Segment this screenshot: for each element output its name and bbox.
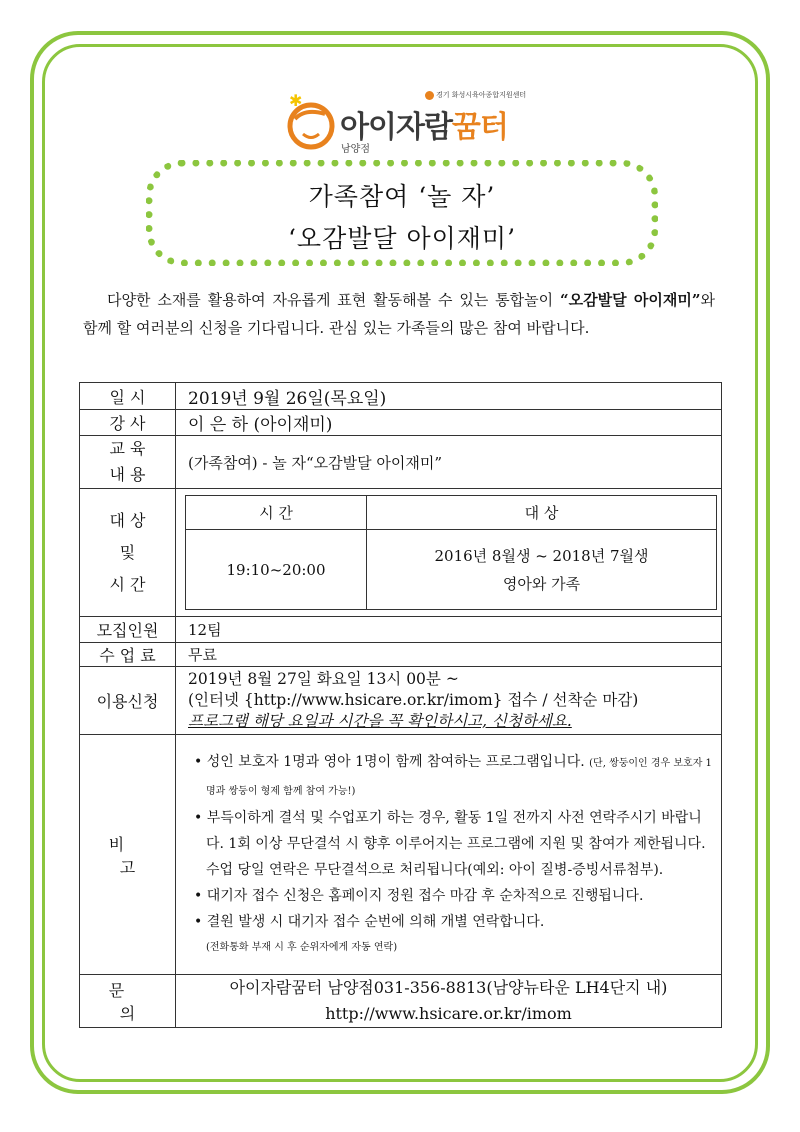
svg-text:✱: ✱ bbox=[289, 92, 303, 110]
target-header-target: 대 상 bbox=[367, 496, 717, 530]
title-line-2: ‘오감발달 아이재미’ bbox=[287, 224, 517, 253]
fee-label: 수 업 료 bbox=[80, 643, 176, 667]
remarks-label: 비 고 bbox=[80, 735, 176, 975]
logo-branch: 남양점 bbox=[341, 144, 370, 155]
apply-link-text: (인터넷 {http://www.hsicare.or.kr/imom} 접수 / 선착순 마감) bbox=[188, 691, 639, 709]
date-label: 일 시 bbox=[80, 383, 176, 410]
logo bbox=[285, 92, 525, 154]
table-row bbox=[80, 735, 722, 975]
target-who: 2016년 8월생 ~ 2018년 7월생 영아와 가족 bbox=[367, 530, 717, 610]
target-time: 19:10~20:00 bbox=[186, 530, 367, 610]
recruit-value: 12팀 bbox=[176, 617, 722, 643]
content-label: 교 육 내 용 bbox=[80, 436, 176, 489]
contact-label: 문 의 bbox=[80, 975, 176, 1028]
title-box bbox=[146, 160, 658, 266]
contact-link[interactable]: http://www.hsicare.or.kr/imom bbox=[325, 1004, 572, 1023]
target-label: 대 상 및 시 간 bbox=[80, 489, 176, 617]
instructor-value: 이 은 하 (아이재미) bbox=[176, 410, 722, 436]
table-row bbox=[80, 436, 722, 489]
intro-paragraph: 다양한 소재를 활용하여 자유롭게 표현 활동해볼 수 있는 통합놀이 “오감발달 아이재미”와 함께 할 여러분의 신청을 기다립니다. 관심 있는 가족들의 많은 참여 바랍니다. bbox=[83, 291, 715, 337]
child-face-icon bbox=[285, 92, 337, 152]
target-header-time: 시 간 bbox=[186, 496, 367, 530]
table-row bbox=[80, 489, 722, 617]
date-value: 2019년 9월 26일(목요일) bbox=[176, 383, 722, 410]
table-row bbox=[80, 383, 722, 410]
logo-name: 아이자람꿈터 bbox=[340, 110, 508, 145]
table-row bbox=[80, 643, 722, 667]
table-row bbox=[80, 617, 722, 643]
contact-value: 아이자람꿈터 남양점031-356-8813(남양뉴타운 LH4단지 내) http://www.hsicare.or.kr/imom bbox=[176, 975, 722, 1028]
logo-subtitle: 경기 화성시육아종합지원센터 bbox=[425, 90, 526, 100]
target-table bbox=[185, 495, 717, 610]
title-line-1: 가족참여 ‘놀 자’ bbox=[308, 182, 496, 211]
target-cell bbox=[176, 489, 722, 617]
recruit-label: 모집인원 bbox=[80, 617, 176, 643]
fee-value: 무료 bbox=[176, 643, 722, 667]
table-row bbox=[80, 410, 722, 436]
remarks-value: • 성인 보호자 1명과 영아 1명이 함께 참여하는 프로그램입니다. (단, 쌍둥이인 경우 보호자 1명과 쌍둥이 형제 함께 참여 가능!) • 부득이하게 결석 및 수업포기 하는 경우, 활동 1일 전까지 사전 연락주시기 바랍니다. 1회 이상 무단결석 시 향후 이루어지는 프로그램에 지원 및 참여가 제한됩니다. 수업 당일 연락은 무단결석으로 처리됩니다(예외: 아이 질병-증빙서류첨부). • 대기자 접수 신청은 홈페이지 정원 접수 마감 후 순차적으로 진행됩니다. • 결원 발생 시 대기자 접수 순번에 의해 개별 연락합니다. (전화통화 부재 시 후 순위자에게 자동 연락) bbox=[176, 735, 722, 975]
apply-label: 이용신청 bbox=[80, 667, 176, 735]
table-row bbox=[80, 975, 722, 1028]
info-table bbox=[79, 382, 722, 1028]
content-value: (가족참여) - 놀 자“오감발달 아이재미” bbox=[176, 436, 722, 489]
apply-value: 2019년 8월 27일 화요일 13시 00분 ~ (인터넷 {http://www.hsicare.or.kr/imom} 접수 / 선착순 마감) 프로그램 해당 요일과 시간을 꼭 확인하시고, 신청하세요. bbox=[176, 667, 722, 735]
table-row bbox=[80, 667, 722, 735]
instructor-label: 강 사 bbox=[80, 410, 176, 436]
